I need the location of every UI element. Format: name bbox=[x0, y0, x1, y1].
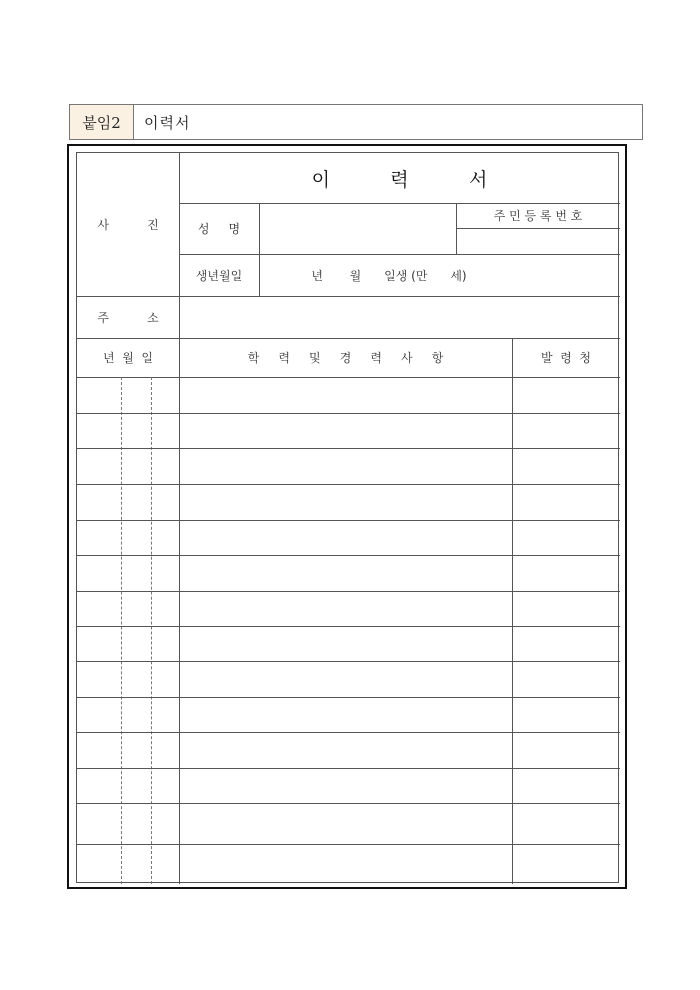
attachment-title: 이력서 bbox=[144, 113, 191, 132]
history-entry-field[interactable] bbox=[180, 449, 512, 484]
address-field[interactable] bbox=[180, 297, 620, 338]
history-entry-field[interactable] bbox=[180, 556, 512, 591]
history-entry-field[interactable] bbox=[180, 698, 512, 732]
address-label: 주 소 bbox=[97, 310, 159, 325]
birth-label: 생년월일 bbox=[195, 268, 243, 283]
rrn-label: 주 민 등 록 번 호 bbox=[493, 209, 583, 223]
rrn-field[interactable] bbox=[457, 229, 620, 254]
history-entry-field[interactable] bbox=[180, 662, 512, 697]
name-label: 성 명 bbox=[197, 222, 241, 236]
attachment-label: 붙임2 bbox=[70, 105, 134, 139]
form-title: 이 력 서 bbox=[311, 168, 488, 191]
name-field[interactable] bbox=[260, 204, 456, 254]
dashed-divider bbox=[121, 377, 122, 884]
history-entry-field[interactable] bbox=[180, 414, 512, 448]
history-entry-field[interactable] bbox=[180, 804, 512, 844]
col-header-issuer: 발 령 청 bbox=[540, 351, 592, 365]
history-entry-field[interactable] bbox=[180, 733, 512, 768]
col-header-history: 학 력 및 경 력 사 항 bbox=[247, 351, 444, 365]
col-header-date: 년 월 일 bbox=[102, 351, 154, 365]
history-entry-field[interactable] bbox=[180, 378, 512, 413]
history-entry-field[interactable] bbox=[180, 521, 512, 555]
history-entry-field[interactable] bbox=[180, 627, 512, 661]
resume-table bbox=[76, 152, 619, 883]
birth-field[interactable]: 년 월 일생 (만 세) bbox=[311, 268, 467, 283]
history-entry-field[interactable] bbox=[180, 769, 512, 803]
attachment-header bbox=[69, 104, 643, 140]
dashed-divider bbox=[151, 377, 152, 884]
history-entry-field[interactable] bbox=[180, 485, 512, 520]
history-entry-field[interactable] bbox=[180, 845, 512, 884]
photo-box[interactable]: 사 진 bbox=[97, 218, 159, 232]
history-entry-field[interactable] bbox=[180, 592, 512, 626]
